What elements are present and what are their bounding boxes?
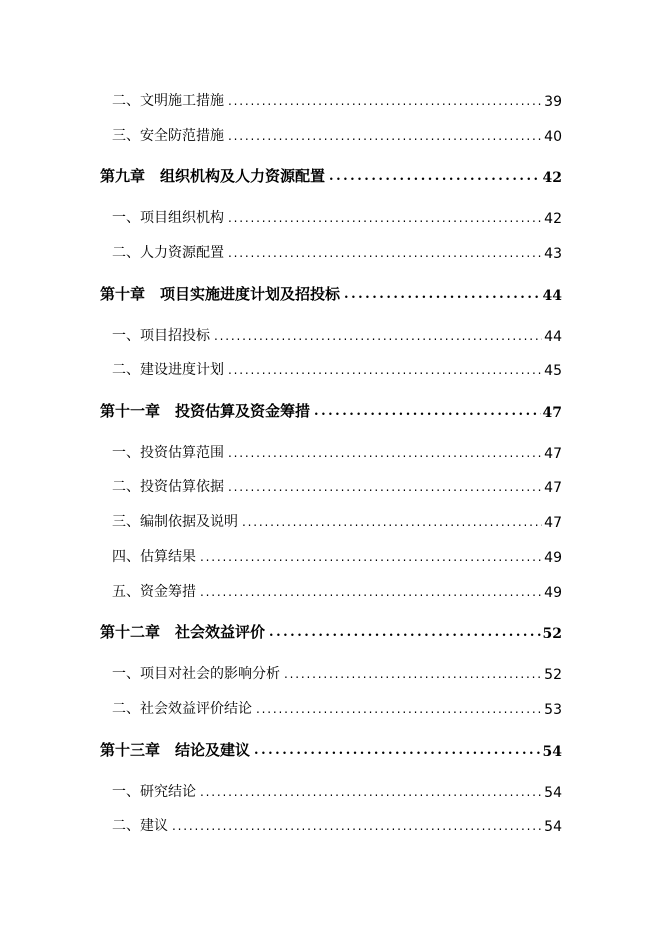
toc-dot-leader [228, 130, 542, 145]
toc-section-entry [112, 777, 562, 801]
toc-entry-page-number: 44 [542, 288, 562, 304]
toc-entry-title: 三、安全防范措施 [112, 128, 224, 144]
toc-section-entry [112, 238, 562, 262]
toc-entry-page-number: 39 [544, 94, 562, 110]
toc-entry-page-number: 54 [544, 819, 562, 835]
toc-section-entry [112, 659, 562, 683]
toc-section-entry [112, 472, 562, 496]
toc-entry-title: 四、估算结果 [112, 549, 196, 565]
toc-section-entry [112, 355, 562, 379]
toc-entry-page-number: 49 [544, 550, 562, 566]
toc-dot-leader [344, 288, 541, 304]
toc-section-entry [112, 86, 562, 110]
toc-dot-leader [228, 95, 542, 110]
toc-chapter-entry [100, 162, 562, 186]
toc-chapter-entry [100, 618, 562, 642]
toc-section-entry [112, 438, 562, 462]
toc-entry-page-number: 47 [544, 480, 562, 496]
toc-entry-title: 第十二章 社会效益评价 [100, 623, 266, 641]
toc-entry-page-number: 43 [544, 246, 562, 262]
toc-entry-page-number: 54 [542, 744, 562, 760]
toc-entry-title: 二、投资估算依据 [112, 479, 224, 495]
toc-entry-title: 一、项目组织机构 [112, 210, 224, 226]
toc-dot-leader [256, 703, 542, 718]
toc-section-entry [112, 203, 562, 227]
toc-entry-title: 二、人力资源配置 [112, 245, 224, 261]
toc-entry-title: 第九章 组织机构及人力资源配置 [100, 167, 326, 185]
toc-chapter-entry [100, 397, 562, 421]
toc-entry-title: 第十三章 结论及建议 [100, 741, 251, 759]
toc-entry-page-number: 42 [544, 211, 562, 227]
toc-entry-title: 二、建议 [112, 818, 168, 834]
toc-entry-page-number: 53 [544, 702, 562, 718]
toc-dot-leader [314, 405, 541, 421]
toc-section-entry [112, 577, 562, 601]
toc-entry-page-number: 52 [542, 626, 562, 642]
toc-entry-title: 二、文明施工措施 [112, 93, 224, 109]
toc-entry-title: 五、资金筹措 [112, 584, 196, 600]
toc-entry-title: 一、项目招投标 [112, 328, 210, 344]
toc-dot-leader [228, 447, 542, 462]
toc-dot-leader [269, 626, 541, 642]
toc-entry-page-number: 47 [544, 446, 562, 462]
toc-section-entry [112, 542, 562, 566]
toc-dot-leader [242, 516, 542, 531]
toc-dot-leader [172, 820, 542, 835]
toc-entry-page-number: 52 [544, 667, 562, 683]
toc-dot-leader [284, 668, 542, 683]
toc-dot-leader [200, 551, 542, 566]
toc-entry-page-number: 44 [544, 329, 562, 345]
toc-entry-page-number: 42 [542, 170, 562, 186]
toc-dot-leader [254, 744, 541, 760]
toc-entry-page-number: 45 [544, 363, 562, 379]
toc-dot-leader [228, 212, 542, 227]
toc-entry-title: 第十一章 投资估算及资金筹措 [100, 402, 311, 420]
toc-dot-leader [228, 364, 542, 379]
toc-entry-title: 第十章 项目实施进度计划及招投标 [100, 285, 341, 303]
toc-chapter-entry [100, 280, 562, 304]
toc-entry-page-number: 40 [544, 129, 562, 145]
toc-entry-page-number: 47 [544, 515, 562, 531]
toc-section-entry [112, 694, 562, 718]
toc-section-entry [112, 507, 562, 531]
toc-entry-title: 一、投资估算范围 [112, 445, 224, 461]
toc-dot-leader [214, 330, 542, 345]
toc-entry-title: 二、建设进度计划 [112, 362, 224, 378]
toc-section-entry [112, 121, 562, 145]
toc-section-entry [112, 321, 562, 345]
toc-entry-page-number: 54 [544, 785, 562, 801]
toc-entry-title: 二、社会效益评价结论 [112, 701, 252, 717]
toc-dot-leader [200, 586, 542, 601]
toc-dot-leader [200, 786, 542, 801]
toc-entry-page-number: 49 [544, 585, 562, 601]
toc-entry-title: 一、项目对社会的影响分析 [112, 666, 280, 682]
toc-entry-title: 一、研究结论 [112, 784, 196, 800]
toc-dot-leader [228, 481, 542, 496]
toc-chapter-entry [100, 736, 562, 760]
toc-entry-page-number: 47 [542, 405, 562, 421]
toc-entry-title: 三、编制依据及说明 [112, 514, 238, 530]
toc-section-entry [112, 811, 562, 835]
toc-dot-leader [228, 247, 542, 262]
toc-dot-leader [329, 170, 541, 186]
